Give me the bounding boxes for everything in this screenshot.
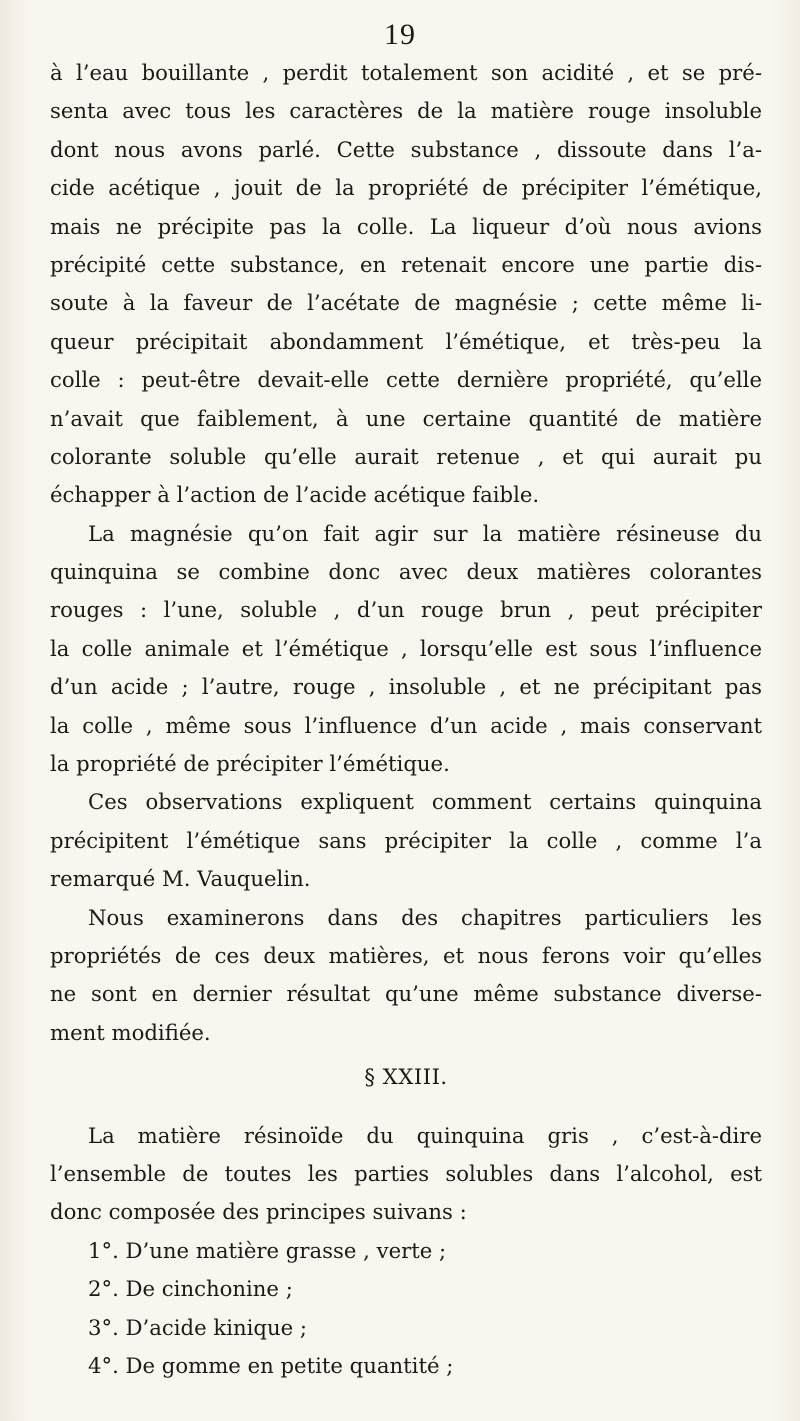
text-line: d’un acide ; l’autre, rouge , insoluble , et ne précipitant pas [50,674,762,700]
text-line: ne sont en dernier résultat qu’une même substance diverse- [50,981,762,1007]
text-line: cide acétique , jouit de la propriété de précipiter l’émétique, [50,175,762,201]
text-line: à l’eau bouillante , perdit totalement son acidité , et se pré- [50,60,762,85]
page-body [50,54,762,1385]
text-line: mais ne précipite pas la colle. La liqueur d’où nous avions [50,213,762,239]
paragraph-start: Ces observations expliquent comment certains quinquina [88,789,762,815]
list-item: 4°. De gomme en petite quantité ; [88,1352,454,1378]
paragraph-start: La matière résinoïde du quinquina gris , c’est-à-dire [88,1122,762,1148]
text-line: donc composée des principes suivans : [50,1199,467,1225]
text-line: ment modifiée. [50,1019,211,1045]
text-line: l’ensemble de toutes les parties solubles dans l’alcohol, est [50,1160,762,1186]
text-line: quinquina se combine donc avec deux matières colorantes [50,559,762,585]
list-item: 1°. D’une matière grasse , verte ; [88,1237,447,1263]
text-line: précipité cette substance, en retenait encore une partie dis- [50,251,762,277]
text-line: queur précipitait abondamment l’émétique, et très-peu la [50,328,762,354]
text-line: échapper à l’action de l’acide acétique faible. [50,482,540,508]
list-item: 2°. De cinchonine ; [88,1276,293,1302]
text-line: la colle animale et l’émétique , lorsqu’elle est sous l’influence [50,635,762,661]
text-line: dont nous avons parlé. Cette substance , dissoute dans l’a- [50,136,762,162]
text-line: la colle , même sous l’influence d’un acide , mais conservant [50,712,762,738]
text-line: rouges : l’une, soluble , d’un rouge brun , peut précipiter [50,597,762,623]
paragraph-start: Nous examinerons dans des chapitres particuliers les [88,904,762,930]
section-heading: § XXIII. [364,1064,448,1090]
list-item: 3°. D’acide kinique ; [88,1314,308,1340]
paragraph-start: La magnésie qu’on fait agir sur la matière résineuse du [88,520,762,546]
text-line: colorante soluble qu’elle aurait retenue , et qui aurait pu [50,443,762,469]
page-number: 19 [384,18,416,51]
text-line: colle : peut-être devait-elle cette dernière propriété, qu’elle [50,367,762,393]
text-line: senta avec tous les caractères de la matière rouge insoluble [50,98,762,124]
text-line: propriétés de ces deux matières, et nous ferons voir qu’elles [50,942,762,968]
text-line: précipitent l’émétique sans précipiter la colle , comme l’a [50,827,762,853]
text-line: remarqué M. Vauquelin. [50,866,311,892]
text-line: la propriété de précipiter l’émétique. [50,751,450,777]
text-line: soute à la faveur de l’acétate de magnésie ; cette même li- [50,290,762,316]
text-line: n’avait que faiblement, à une certaine quantité de matière [50,405,762,431]
